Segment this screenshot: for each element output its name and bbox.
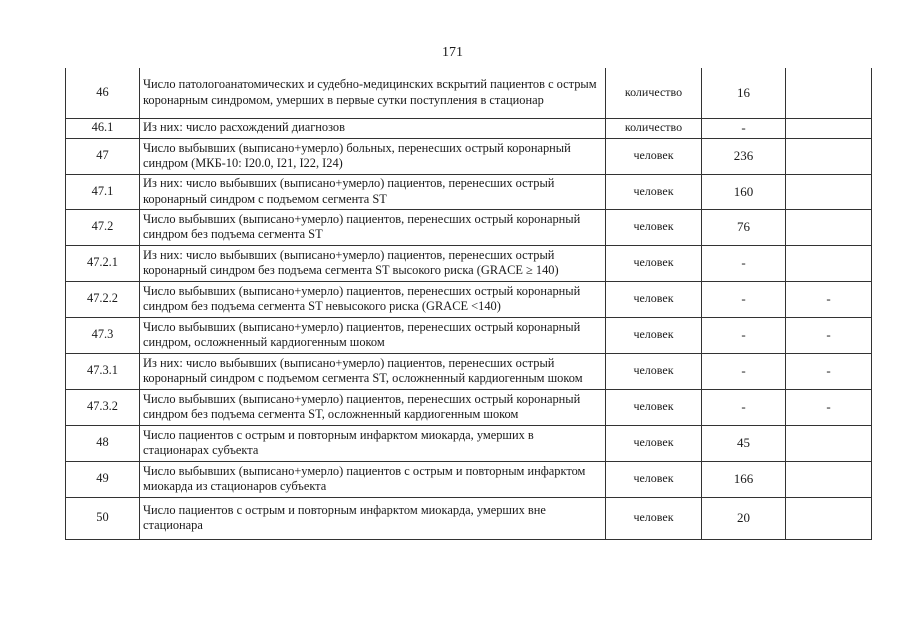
row-number: 47.3 [66, 317, 140, 353]
row-unit: количество [606, 68, 702, 118]
row-extra [786, 245, 872, 281]
row-description: Число выбывших (выписано+умерло) больных, перенесших острый коронарный синдром (МКБ-10: I20.0, I21, I22, I24) [140, 138, 606, 174]
row-description: Число выбывших (выписано+умерло) пациентов, перенесших острый коронарный синдром без подъема сегмента ST, осложненный кардиогенным шоком [140, 389, 606, 425]
row-value: 16 [702, 68, 786, 118]
table-row [66, 138, 872, 174]
row-number: 47.1 [66, 174, 140, 209]
table-row [66, 209, 872, 245]
row-value: 236 [702, 138, 786, 174]
row-unit: человек [606, 281, 702, 317]
row-extra: - [786, 317, 872, 353]
row-number: 46 [66, 68, 140, 118]
table-row [66, 461, 872, 497]
table-row [66, 353, 872, 389]
table-row [66, 118, 872, 138]
row-value: - [702, 245, 786, 281]
row-extra [786, 461, 872, 497]
table-row [66, 497, 872, 539]
row-number: 47 [66, 138, 140, 174]
row-description: Число выбывших (выписано+умерло) пациентов, перенесших острый коронарный синдром без подъема сегмента ST [140, 209, 606, 245]
row-unit: человек [606, 425, 702, 461]
row-description: Число выбывших (выписано+умерло) пациентов, перенесших острый коронарный синдром без подъема сегмента ST невысокого риска (GRACE <140) [140, 281, 606, 317]
table-row [66, 425, 872, 461]
row-number: 47.3.1 [66, 353, 140, 389]
row-number: 46.1 [66, 118, 140, 138]
row-extra [786, 497, 872, 539]
row-value: - [702, 353, 786, 389]
row-extra: - [786, 281, 872, 317]
row-value: 160 [702, 174, 786, 209]
row-unit: человек [606, 138, 702, 174]
row-description: Число патологоанатомических и судебно-медицинских вскрытий пациентов с острым коронарным синдромом, умерших в первые сутки поступления в стационар [140, 68, 606, 118]
row-value: - [702, 118, 786, 138]
row-number: 48 [66, 425, 140, 461]
row-value: 76 [702, 209, 786, 245]
row-value: - [702, 317, 786, 353]
row-value: - [702, 389, 786, 425]
row-unit: человек [606, 353, 702, 389]
row-description: Число пациентов с острым и повторным инфарктом миокарда, умерших вне стационара [140, 497, 606, 539]
row-number: 49 [66, 461, 140, 497]
row-extra [786, 174, 872, 209]
row-value: - [702, 281, 786, 317]
row-unit: человек [606, 461, 702, 497]
row-extra [786, 118, 872, 138]
row-description: Число выбывших (выписано+умерло) пациентов, перенесших острый коронарный синдром, осложненный кардиогенным шоком [140, 317, 606, 353]
table-row [66, 68, 872, 118]
row-unit: количество [606, 118, 702, 138]
table-row [66, 245, 872, 281]
row-extra [786, 209, 872, 245]
row-number: 50 [66, 497, 140, 539]
table-row [66, 281, 872, 317]
row-extra: - [786, 389, 872, 425]
row-unit: человек [606, 389, 702, 425]
row-extra [786, 425, 872, 461]
table-row [66, 389, 872, 425]
table-row [66, 174, 872, 209]
row-unit: человек [606, 209, 702, 245]
row-description: Из них: число выбывших (выписано+умерло) пациентов, перенесших острый коронарный синдром без подъема сегмента ST высокого риска (GRACE ≥ 140) [140, 245, 606, 281]
table-row [66, 317, 872, 353]
row-unit: человек [606, 497, 702, 539]
row-extra [786, 138, 872, 174]
row-number: 47.2 [66, 209, 140, 245]
row-extra: - [786, 353, 872, 389]
row-extra [786, 68, 872, 118]
row-number: 47.2.2 [66, 281, 140, 317]
row-description: Из них: число выбывших (выписано+умерло) пациентов, перенесших острый коронарный синдром с подъемом сегмента ST [140, 174, 606, 209]
row-number: 47.3.2 [66, 389, 140, 425]
row-value: 20 [702, 497, 786, 539]
row-unit: человек [606, 174, 702, 209]
statistics-table [65, 68, 872, 540]
page-number: 171 [442, 45, 463, 60]
row-description: Число выбывших (выписано+умерло) пациентов с острым и повторным инфарктом миокарда из стационаров субъекта [140, 461, 606, 497]
row-description: Из них: число расхождений диагнозов [140, 118, 606, 138]
row-unit: человек [606, 317, 702, 353]
row-value: 166 [702, 461, 786, 497]
row-value: 45 [702, 425, 786, 461]
row-number: 47.2.1 [66, 245, 140, 281]
row-description: Из них: число выбывших (выписано+умерло) пациентов, перенесших острый коронарный синдром с подъемом сегмента ST, осложненный кардиогенным шоком [140, 353, 606, 389]
row-unit: человек [606, 245, 702, 281]
row-description: Число пациентов с острым и повторным инфарктом миокарда, умерших в стационарах субъекта [140, 425, 606, 461]
